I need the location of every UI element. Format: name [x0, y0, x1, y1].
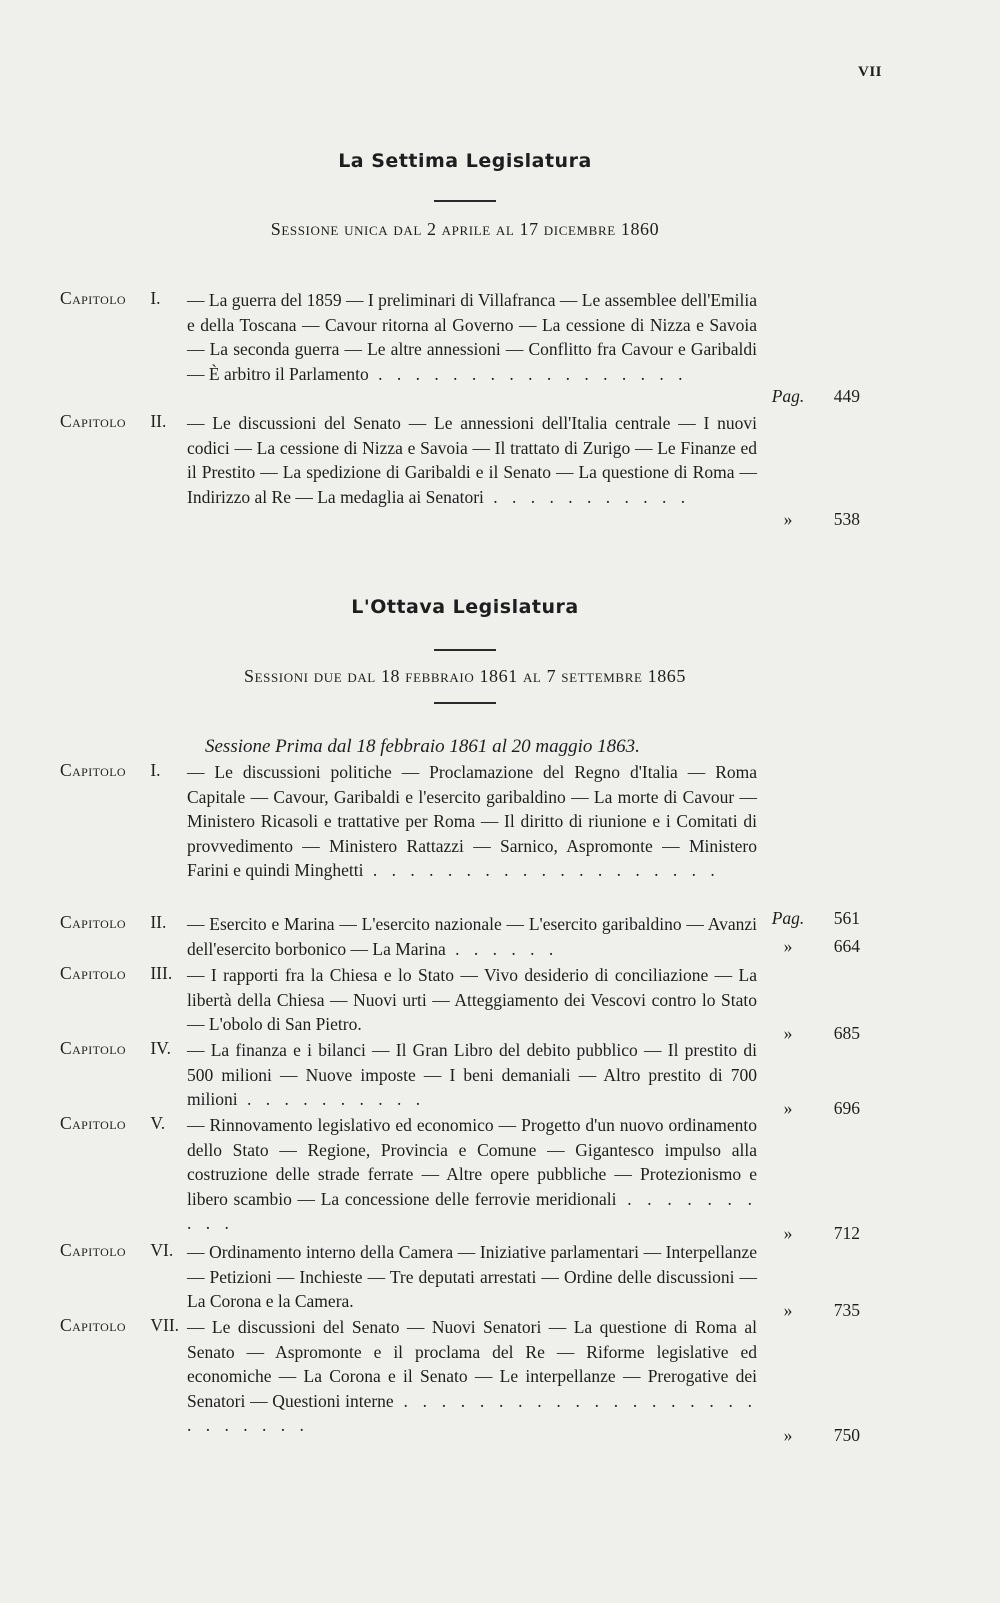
chapter-text: — Le discussioni del Senato — Le annessioni dell'Italia centrale — I nuovi codici — La cessione di Nizza e Savoia — Il trattato di Zurigo — Le Finanze ed il Prestito — La spedizione di Garibaldi e il Senato — La questione di Roma — Indirizzo al Re — La medaglia ai Senatori . . . . . . . . . . .: [187, 413, 757, 507]
title-divider: [434, 649, 496, 651]
chapter-text: — Rinnovamento legislativo ed economico — Progetto d'un nuovo ordinamento dello Stato — Regione, Provincia e Comune — Gigantesco impulso alla costruzione delle strade ferrate — Altre opere pubbliche — Protezionismo e libero scambio — La concessione delle ferrovie meridionali . . . . . . . . . .: [187, 1115, 758, 1234]
chapter-label: Capitolo: [60, 1240, 126, 1260]
chapter-text: — Le discussioni politiche — Proclamazione del Regno d'Italia — Roma Capitale — Cavour, Garibaldi e l'esercito garibaldino — La morte di Cavour — Ministero Ricasoli e trattative per Roma — Il diritto di riunione e i Comitati di provvedimento — Ministero Rattazzi — Sarnico, Aspromonte — Ministero Farini e quindi Minghetti . . . . . . . . . . . . . . . . . . .: [187, 762, 757, 881]
page-ref: »: [783, 1425, 793, 1445]
page-number-ref: 538: [833, 509, 860, 529]
legislature-8-title: L'Ottava Legislatura: [351, 596, 579, 618]
page-number-ref: 685: [833, 1023, 860, 1043]
page-number-ref: 561: [833, 908, 860, 928]
chapter-text: — Esercito e Marina — L'esercito nazionale — L'esercito garibaldino — Avanzi dell'esercito borbonico — La Marina . . . . . .: [187, 914, 757, 959]
page-ref: »: [783, 1300, 793, 1320]
chapter-label: Capitolo: [60, 1315, 126, 1335]
page-number-ref: 750: [833, 1425, 860, 1445]
chapter-numeral: VI.: [150, 1240, 174, 1260]
page-number-ref: 712: [833, 1223, 860, 1243]
chapter-label: Capitolo: [60, 912, 126, 932]
chapter-text: — La finanza e i bilanci — Il Gran Libro del debito pubblico — Il prestito di 500 milioni — Nuove imposte — I beni demaniali — Altro prestito di 700 milioni . . . . . . . . . .: [187, 1040, 757, 1110]
chapter-numeral: VII.: [150, 1315, 180, 1335]
page-ref: Pag.: [771, 908, 805, 928]
page-number-ref: 735: [833, 1300, 860, 1320]
legislature-7-session: Sessione unica dal 2 aprile al 17 dicembre 1860: [270, 219, 660, 239]
sub-session-heading: Sessione Prima dal 18 febbraio 1861 al 20 maggio 1863.: [205, 736, 640, 757]
page-number: VII: [858, 64, 883, 80]
chapter-numeral: II.: [150, 411, 167, 431]
title-divider: [434, 200, 496, 202]
chapter-label: Capitolo: [60, 411, 126, 431]
chapter-numeral: V.: [150, 1113, 166, 1133]
session-divider: [434, 702, 496, 704]
legislature-8-session: Sessioni due dal 18 febbraio 1861 al 7 settembre 1865: [243, 666, 687, 686]
chapter-text: — Le discussioni del Senato — Nuovi Senatori — La questione di Roma al Senato — Aspromonte e il proclama del Re — Riforme legislative ed economiche — La Corona e il Senato — Le interpellanze — Prerogative dei Senatori — Questioni interne . . . . . . . . . . . . . . . . . . . . . . . . . .: [187, 1317, 757, 1436]
page-number-ref: 696: [833, 1098, 860, 1118]
chapter-label: Capitolo: [60, 760, 126, 780]
chapter-text: — La guerra del 1859 — I preliminari di Villafranca — Le assemblee dell'Emilia e della Toscana — Cavour ritorna al Governo — La cessione di Nizza e Savoia — La seconda guerra — Le altre annessioni — Conflitto fra Cavour e Garibaldi — È arbitro il Parlamento . . . . . . . . . . . . . . . . .: [187, 290, 757, 384]
chapter-text: — Ordinamento interno della Camera — Iniziative parlamentari — Interpellanze — Petizioni — Inchieste — Tre deputati arrestati — Ordine delle discussioni — La Corona e la Camera.: [187, 1242, 757, 1312]
chapter-numeral: I.: [150, 288, 161, 308]
chapter-label: Capitolo: [60, 288, 126, 308]
chapter-numeral: IV.: [150, 1038, 171, 1058]
page-ref: »: [783, 1023, 793, 1043]
page-ref: »: [783, 1098, 793, 1118]
legislature-7-title: La Settima Legislatura: [338, 150, 592, 172]
chapter-label: Capitolo: [60, 963, 126, 983]
chapter-numeral: I.: [150, 760, 161, 780]
chapter-label: Capitolo: [60, 1038, 126, 1058]
page-number-ref: 664: [833, 936, 860, 956]
page-ref: »: [783, 936, 793, 956]
chapter-numeral: II.: [150, 912, 167, 932]
page-ref: Pag.: [771, 386, 805, 406]
chapter-text: — I rapporti fra la Chiesa e lo Stato — Vivo desiderio di conciliazione — La libertà della Chiesa — Nuovi urti — Atteggiamento dei Vescovi contro lo Stato — L'obolo di San Pietro.: [187, 965, 757, 1035]
chapter-label: Capitolo: [60, 1113, 126, 1133]
chapter-numeral: III.: [150, 963, 173, 983]
page-ref: »: [783, 509, 793, 529]
page-ref: »: [783, 1223, 793, 1243]
page-number-ref: 449: [833, 386, 860, 406]
